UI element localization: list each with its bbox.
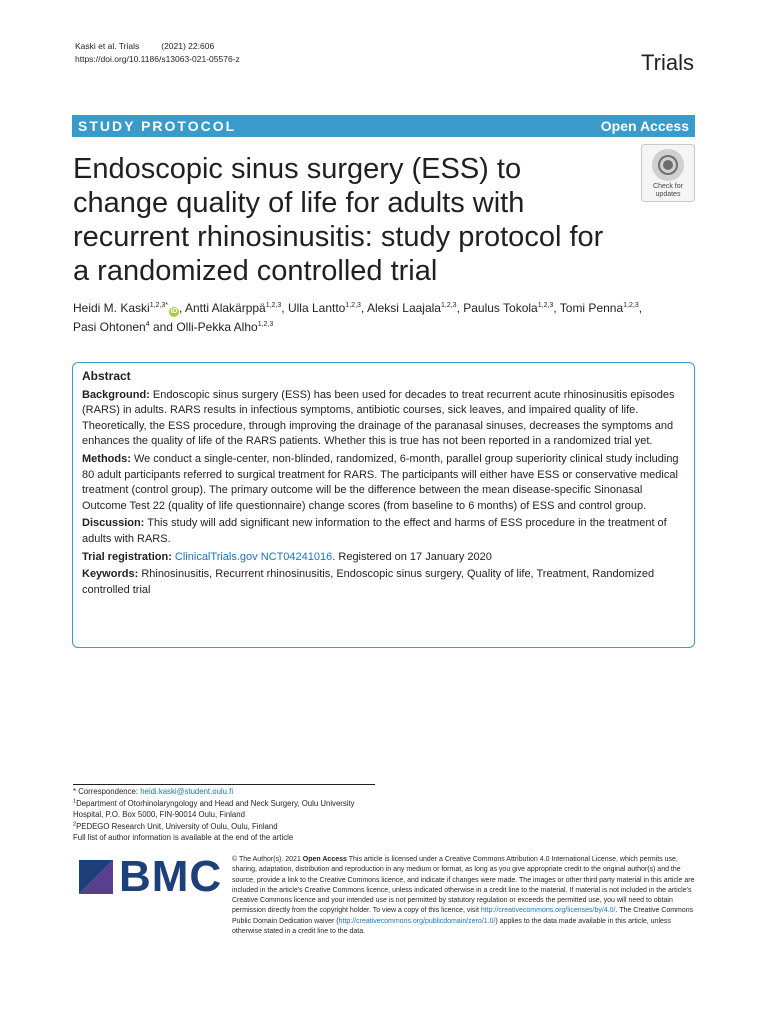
citation-text: Kaski et al. Trials <box>75 41 140 51</box>
year-volume: (2021) 22:606 <box>161 41 215 51</box>
check-for-updates-label: Check for updates <box>653 183 683 198</box>
check-for-updates-badge[interactable] <box>641 144 695 202</box>
author-affiliation: 4 <box>145 321 150 328</box>
journal-name: Trials <box>641 50 694 75</box>
correspondence-email[interactable]: heidi.kaski@student.oulu.fi <box>140 787 234 796</box>
abstract-box <box>72 362 695 648</box>
correspondence: * Correspondence: heidi.kaski@student.oulu.fi <box>73 787 234 796</box>
author-list: Heidi M. Kaski$^{1,2,3*}$iD , Antti Alakärppä$^{1,2,3}$, Ulla Lantto$^{1,2,3}$, Aleksi Laajala$^{1,2,3}$, Paulus Tokola$^{1,2,3}$, Tomi Penna$^{1,2,3}$, Pasi Ohtonen$^4$ and Olli-Pekka Alho$^{1,2,3}$ <box>73 301 643 334</box>
author-name[interactable]: Olli-Pekka Alho <box>176 320 258 334</box>
author-name[interactable]: Tomi Penna <box>559 301 624 315</box>
author-info-note: Full list of author information is available at the end of the article <box>73 833 294 842</box>
footnotes <box>73 786 383 844</box>
abstract-heading: Abstract <box>82 369 131 383</box>
abstract-discussion: Discussion: This study will add significant new information to the effect and harms of ESS procedure in the treatment of adults with RARS. <box>82 517 667 545</box>
bmc-logo-text: BMC <box>119 852 223 901</box>
abstract-methods: Methods: We conduct a single-center, non-blinded, randomized, 6-month, parallel group superiority clinical study including 80 adult participants referred to surgical treatment for RARS. The participants will either have ESS or conservative medical treatment (control group). The primary outcome will be the difference between the mean disease-specific Sinonasal Outcome Test 22 (quality of life questionnaire) change scores (from baseline to 6 months) of ESS and control group. <box>82 452 679 512</box>
bmc-logo <box>79 852 222 902</box>
registration-link[interactable]: ClinicalTrials.gov NCT04241016 <box>174 550 333 563</box>
affiliation-1: $^1$Department of Otorhinolaryngology and Head and Neck Surgery, Oulu University Hospital, P.O. Box 5000, FIN-90014 Oulu, Finland <box>73 797 355 819</box>
article-type: STUDY PROTOCOL <box>78 118 237 134</box>
author-affiliation: 1,2,3 <box>265 302 282 309</box>
author-name[interactable]: Heidi M. Kaski <box>73 301 150 315</box>
license-link[interactable]: http://creativecommons.org/licenses/by/4.0/ <box>480 907 616 915</box>
author-name[interactable]: Pasi Ohtonen <box>73 320 146 334</box>
abstract-background: Background: Endoscopic sinus surgery (ESS) has been used for decades to treat recurrent acute rhinosinusitis episodes (RARS) in adults. RARS results in infectious symptoms, antibiotic courses, sick leaves, and impaired quality of life. Theoretically, the ESS procedure, through improving the drainage of the paranasal sinuses, decreases the symptoms and enhances the quality of life of the RARS patients. Whether this is true has not been reported in a randomized trial yet. <box>82 388 675 448</box>
author-affiliation: 1,2,3 <box>440 302 457 309</box>
author-name[interactable]: Paulus Tokola <box>463 301 538 315</box>
author-name[interactable]: Ulla Lantto <box>287 301 346 315</box>
bmc-logo-icon <box>79 860 113 894</box>
crossmark-icon <box>652 149 684 181</box>
open-access-label: Open Access <box>600 118 689 134</box>
author-affiliation: 1,2,3* <box>149 302 168 309</box>
author-affiliation: 1,2,3 <box>537 302 554 309</box>
article-type-banner <box>72 115 695 137</box>
author-name[interactable]: Aleksi Laajala <box>366 301 441 315</box>
affiliation-2: $^2$PEDEGO Research Unit, University of Oulu, Oulu, Finland <box>73 820 278 831</box>
author-name[interactable]: Antti Alakärppä <box>185 301 266 315</box>
public-domain-link[interactable]: http://creativecommons.org/publicdomain/zero/1.0/ <box>338 917 496 925</box>
author-affiliation: 1,2,3 <box>623 302 639 309</box>
article-title: Endoscopic sinus surgery (ESS) to change quality of life for adults with recurrent rhinosinusitis: study protocol for a randomized controlled trial <box>73 153 604 287</box>
author-affiliation: 1,2,3 <box>257 321 274 328</box>
author-affiliation: 1,2,3 <box>345 302 361 309</box>
orcid-icon[interactable]: iD <box>170 308 178 315</box>
license-text: © The Author(s). 2021 Open Access This article is licensed under a Creative Commons Attribution 4.0 International License, which permits use, sharing, adaptation, distribution and reproduction in any medium or format, as long as you give appropriate credit to the original author(s) and the source, provide a link to the Creative Commons licence, and indicate if changes were made. The images or other third party material in this article are included in the article's Creative Commons licence, unless indicated otherwise in a credit line to the material. If material is not included in the article's Creative Commons licence and your intended use is not permitted by statutory regulation or exceeds the permitted use, you will need to obtain permission directly from the copyright holder. To view a copy of this licence, visit http://creativecommons.org/licenses/by/4.0/. The Creative Commons Public Domain Dedication waiver (http://creativecommons.org/publicdomain/zero/1.0/) applies to the data made available in this article, unless otherwise stated in a credit line to the data. <box>232 856 695 936</box>
citation-block <box>75 40 240 66</box>
abstract-keywords: Keywords: Rhinosinusitis, Recurrent rhinosinusitis, Endoscopic sinus surgery, Quality of life, Treatment, Randomized controlled trial <box>82 568 655 596</box>
footnote-divider <box>73 784 375 785</box>
abstract-registration: Trial registration: ClinicalTrials.gov NCT04241016. Registered on 17 January 2020 <box>82 550 492 563</box>
doi-link[interactable]: https://doi.org/10.1186/s13063-021-05576-z <box>75 54 240 64</box>
